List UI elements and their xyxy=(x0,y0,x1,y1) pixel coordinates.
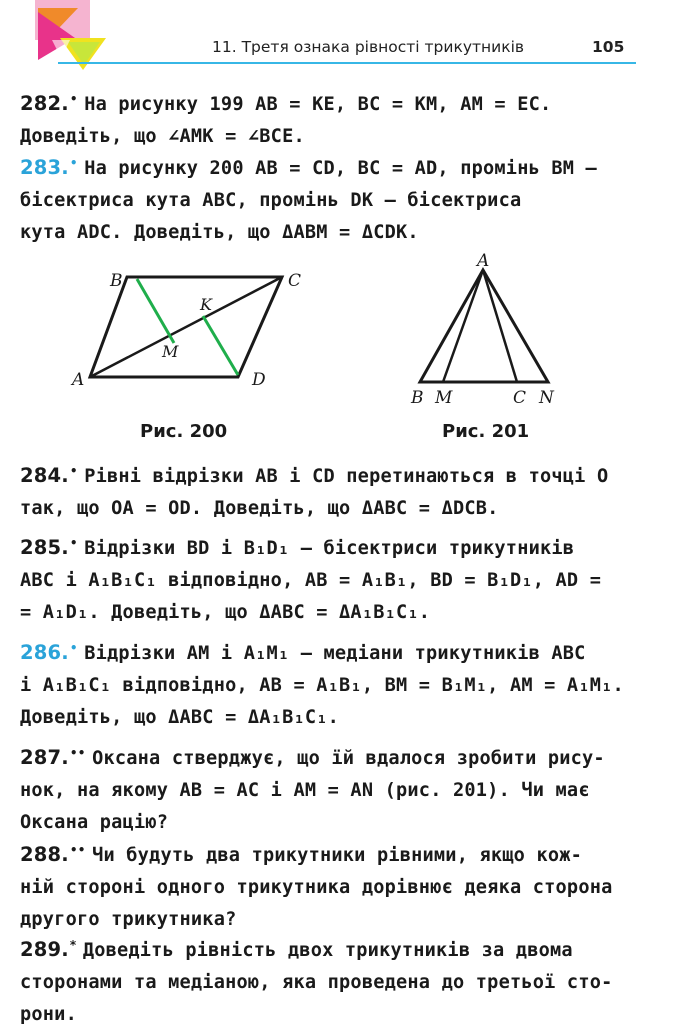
bisector-bm xyxy=(137,279,174,343)
task-line: Доведіть, що ΔABC = ΔA₁B₁C₁. xyxy=(20,707,340,728)
diagonal-ac xyxy=(90,277,282,377)
task-number: 286. xyxy=(20,641,69,664)
difficulty-mark: • xyxy=(69,92,78,106)
task-283 xyxy=(20,148,632,248)
task-line: Чи будуть два трикутники рівними, якщо кож- xyxy=(92,845,583,866)
task-line: так, що OA = OD. Доведіть, що ΔABC = ΔDCB. xyxy=(20,498,499,519)
task-line: Оксана рацію? xyxy=(20,812,169,833)
task-line: ABC і A₁B₁C₁ відповідно, AB = A₁B₁, BD = B₁D₁, AD = xyxy=(20,570,602,591)
point-label-b: B xyxy=(411,388,424,408)
task-number: 289. xyxy=(20,938,69,961)
task-number: 288. xyxy=(20,843,69,866)
task-line: кута ADC. Доведіть, що ΔABM = ΔCDK. xyxy=(20,222,419,243)
triangle-abn xyxy=(420,270,548,382)
point-label-d: D xyxy=(252,370,266,390)
difficulty-mark: •• xyxy=(69,843,86,857)
task-line: Відрізки AM і A₁M₁ — медіани трикутників ABC xyxy=(84,643,586,664)
task-number: 283. xyxy=(20,156,69,179)
point-label-m: M xyxy=(162,342,179,361)
difficulty-mark: • xyxy=(69,156,78,170)
difficulty-mark: • xyxy=(69,464,78,478)
task-286 xyxy=(20,633,632,733)
task-number: 284. xyxy=(20,464,69,487)
task-line: Доведіть рівність двох трикутників за двома xyxy=(82,940,573,961)
page-number: 105 xyxy=(592,38,625,56)
task-line: сторонами та медіаною, яка проведена до третьої сто- xyxy=(20,972,613,993)
page-header xyxy=(0,38,695,68)
task-line: Відрізки BD і B₁D₁ — бісектриси трикутників xyxy=(84,538,575,559)
difficulty-mark: • xyxy=(69,641,78,655)
segment-am xyxy=(443,270,483,382)
difficulty-mark: • xyxy=(69,536,78,550)
task-line: рони. xyxy=(20,1004,77,1025)
bisector-dk xyxy=(203,316,238,375)
point-label-c: C xyxy=(513,388,527,408)
figure-200-caption: Рис. 200 xyxy=(140,421,228,442)
point-label-b: B xyxy=(110,271,123,291)
point-label-a: A xyxy=(477,251,490,271)
task-number: 282. xyxy=(20,92,69,115)
task-289 xyxy=(20,930,632,1030)
point-label-a: A xyxy=(72,370,85,390)
point-label-c: C xyxy=(288,271,302,291)
figure-201 xyxy=(405,248,565,410)
task-line: нок, на якому AB = AC і AM = AN (рис. 201). Чи має xyxy=(20,780,590,801)
task-line: Рівні відрізки AB і CD перетинаються в точці O xyxy=(84,466,609,487)
task-288 xyxy=(20,835,632,935)
point-label-m: M xyxy=(435,388,453,408)
task-line: Оксана стверджує, що їй вдалося зробити рису- xyxy=(92,748,605,769)
task-285 xyxy=(20,528,632,628)
task-line: і A₁B₁C₁ відповідно, AB = A₁B₁, BM = B₁M₁, AM = A₁M₁. xyxy=(20,675,624,696)
task-line: На рисунку 200 AB = CD, BC = AD, промінь BM — xyxy=(84,158,597,179)
figure-200 xyxy=(70,262,310,397)
header-rule xyxy=(58,62,636,64)
task-282 xyxy=(20,84,632,152)
point-label-k: K xyxy=(200,295,212,314)
section-title: 11. Третя ознака рівності трикутників xyxy=(212,38,525,56)
task-number: 285. xyxy=(20,536,69,559)
task-line: другого трикутника? xyxy=(20,909,237,930)
difficulty-mark: * xyxy=(69,938,77,952)
task-284 xyxy=(20,456,632,524)
task-line: = A₁D₁. Доведіть, що ΔABC = ΔA₁B₁C₁. xyxy=(20,602,431,623)
segment-ac xyxy=(483,270,517,382)
task-number: 287. xyxy=(20,746,69,769)
task-line: На рисунку 199 AB = KE, BC = KM, AM = EC. xyxy=(84,94,552,115)
task-line: ній стороні одного трикутника дорівнює деяка сторона xyxy=(20,877,613,898)
task-line: бісектриса кута ABC, промінь DK — бісектриса xyxy=(20,190,522,211)
difficulty-mark: •• xyxy=(69,746,86,760)
figure-201-caption: Рис. 201 xyxy=(442,421,530,442)
task-line: Доведіть, що ∠AMK = ∠BCE. xyxy=(20,126,305,147)
task-287 xyxy=(20,738,632,838)
point-label-n: N xyxy=(539,388,554,408)
